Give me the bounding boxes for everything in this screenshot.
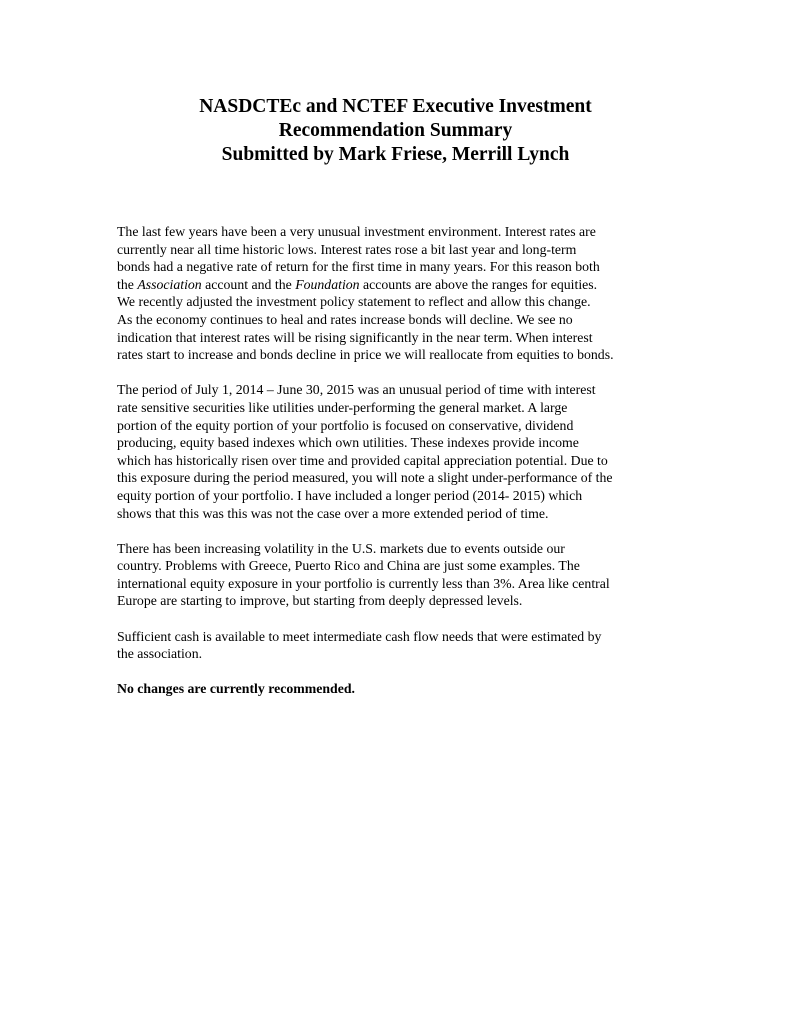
foundation-emphasis: Foundation <box>295 276 360 292</box>
association-emphasis: Association <box>137 276 202 292</box>
text-line: which has historically risen over time and provided capital appreciation potential. Due to <box>117 452 608 468</box>
text-line: international equity exposure in your portfolio is currently less than 3%. Area like central <box>117 575 610 591</box>
text-line: There has been increasing volatility in the U.S. markets due to events outside our <box>117 540 565 556</box>
document-body <box>117 223 677 716</box>
title-line: Submitted by Mark Friese, Merrill Lynch <box>221 144 570 165</box>
paragraph-volatility <box>117 540 677 610</box>
text-line: producing, equity based indexes which own utilities. These indexes provide income <box>117 435 579 451</box>
text-line: rate sensitive securities like utilities under-performing the general market. A large <box>117 399 568 415</box>
document-title <box>0 95 791 167</box>
text-line: currently near all time historic lows. Interest rates rose a bit last year and long-term <box>117 241 577 257</box>
recommendation-statement <box>117 680 677 698</box>
text-line: portion of the equity portion of your portfolio is focused on conservative, dividend <box>117 417 574 433</box>
text-fragment: account and the <box>201 276 296 292</box>
text-line <box>117 276 677 294</box>
title-line: NASDCTEc and NCTEF Executive Investment <box>199 96 592 117</box>
text-line: bonds had a negative rate of return for the first time in many years. For this reason both <box>117 259 600 275</box>
text-line: The last few years have been a very unusual investment environment. Interest rates are <box>117 224 596 239</box>
text-line: equity portion of your portfolio. I have included a longer period (2014- 2015) which <box>117 487 583 503</box>
text-line: country. Problems with Greece, Puerto Rico and China are just some examples. The <box>117 558 580 574</box>
text-line: this exposure during the period measured, you will note a slight under-performance of the <box>117 470 613 486</box>
title-line: Recommendation Summary <box>278 120 513 141</box>
paragraph-cash <box>117 628 677 663</box>
text-line: Europe are starting to improve, but starting from deeply depressed levels. <box>117 593 523 609</box>
text-line: No changes are currently recommended. <box>117 681 355 697</box>
text-line: the association. <box>117 646 203 662</box>
text-line: indication that interest rates will be rising significantly in the near term. When interest <box>117 329 593 345</box>
paragraph-interest-rates <box>117 223 677 364</box>
paragraph-period-performance <box>117 381 677 522</box>
text-line: shows that this was this was not the case over a more extended period of time. <box>117 505 549 521</box>
text-line: rates start to increase and bonds decline in price we will reallocate from equities to bonds. <box>117 347 614 363</box>
text-line: The period of July 1, 2014 – June 30, 2015 was an unusual period of time with interest <box>117 382 596 398</box>
text-line: Sufficient cash is available to meet intermediate cash flow needs that were estimated by <box>117 628 602 644</box>
text-fragment: accounts are above the ranges for equities. <box>359 276 598 292</box>
text-line: As the economy continues to heal and rates increase bonds will decline. We see no <box>117 311 573 327</box>
text-fragment: the <box>117 276 138 292</box>
text-line: We recently adjusted the investment policy statement to reflect and allow this change. <box>117 294 591 310</box>
